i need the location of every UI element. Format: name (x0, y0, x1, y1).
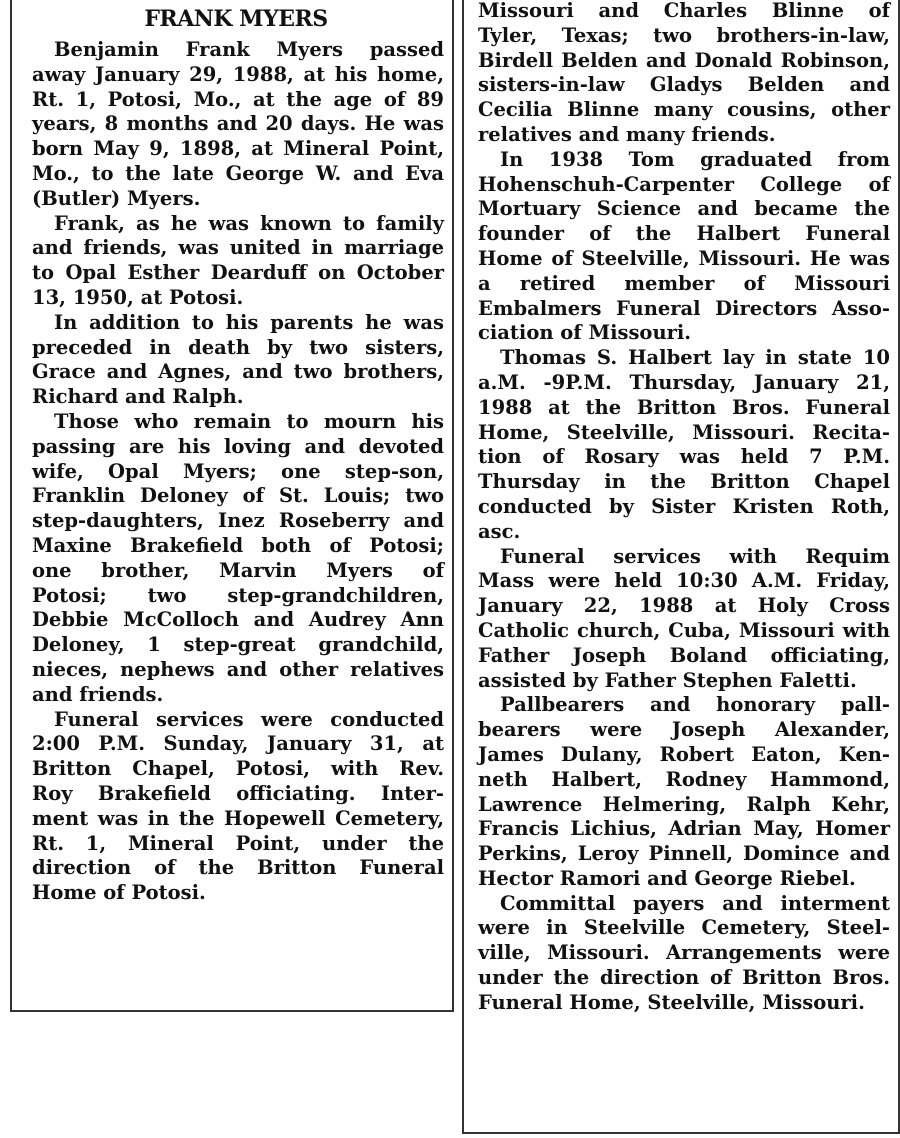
text-line: Roy Brakefield officiating. Inter- (32, 781, 444, 805)
text-line: a.M. -9P.M. Thursday, January 21, (478, 370, 890, 394)
text-line: neth Halbert, Rodney Hammond, (478, 767, 890, 791)
text-line: asc. (478, 519, 521, 543)
right-column-text (464, 0, 898, 1016)
text-line: relatives and many friends. (478, 122, 776, 146)
text-line: Rt. 1, Potosi, Mo., at the age of 89 (32, 87, 444, 111)
paragraph (478, 892, 890, 1016)
text-line: 13, 1950, at Potosi. (32, 285, 244, 309)
text-line: (Butler) Myers. (32, 186, 201, 210)
text-line: Maxine Brakefield both of Potosi; (32, 533, 444, 557)
text-line: a retired member of Missouri (478, 271, 890, 295)
text-line: were in Steelville Cemetery, Steel- (478, 916, 890, 940)
text-line: born May 9, 1898, at Mineral Point, (32, 137, 444, 161)
text-line: Hohenschuh-Carpenter College of (478, 172, 890, 196)
text-line: Cecilia Blinne many cousins, other (478, 98, 890, 122)
text-line: Father Joseph Boland officiating, (478, 643, 890, 667)
text-line: one brother, Marvin Myers of (32, 558, 444, 582)
paragraph (32, 311, 444, 410)
text-line: Potosi; two step-grandchildren, (32, 583, 444, 607)
paragraph (32, 410, 444, 708)
text-line: January 22, 1988 at Holy Cross (478, 594, 890, 618)
text-line: 2:00 P.M. Sunday, January 31, at (32, 732, 444, 756)
text-line: In addition to his parents he was (54, 310, 444, 334)
text-line: 1988 at the Britton Bros. Funeral (478, 395, 890, 419)
paragraph (478, 346, 890, 544)
text-line: and friends, was united in marriage (32, 236, 444, 260)
text-line: Embalmers Funeral Directors Asso- (478, 296, 890, 320)
text-line: Rt. 1, Mineral Point, under the (32, 831, 444, 855)
text-line: Home of Steelville, Missouri. He was (478, 246, 890, 270)
text-line: nieces, nephews and other relatives (32, 657, 444, 681)
left-column-text (12, 38, 452, 906)
text-line: ciation of Missouri. (478, 321, 692, 345)
left-column (10, 0, 454, 1012)
text-line: Debbie McColloch and Audrey Ann (32, 608, 444, 632)
text-line: away January 29, 1988, at his home, (32, 62, 444, 86)
text-line: wife, Opal Myers; one step-son, (32, 459, 444, 483)
text-line: ment was in the Hopewell Cemetery, (32, 806, 444, 830)
text-line: Lawrence Helmering, Ralph Kehr, (478, 792, 890, 816)
text-line: James Dulany, Robert Eaton, Ken- (478, 742, 890, 766)
text-line: and friends. (32, 682, 164, 706)
text-line: Those who remain to mourn his (54, 409, 444, 433)
text-line: Thursday in the Britton Chapel (478, 470, 890, 494)
text-line: Mo., to the late George W. and Eva (32, 161, 444, 185)
text-line: Benjamin Frank Myers passed (54, 38, 444, 61)
text-line: tion of Rosary was held 7 P.M. (478, 445, 890, 469)
text-line: Missouri and Charles Blinne of (478, 0, 890, 22)
text-line: Franklin Deloney of St. Louis; two (32, 484, 444, 508)
text-line: assisted by Father Stephen Faletti. (478, 668, 857, 692)
paragraph (478, 693, 890, 891)
text-line: sisters-in-law Gladys Belden and (478, 73, 890, 97)
text-line: founder of the Halbert Funeral (478, 222, 890, 246)
text-line: Mortuary Science and became the (478, 197, 890, 221)
paragraph (32, 38, 444, 212)
paragraph (478, 0, 890, 148)
text-line: bearers were Joseph Alexander, (478, 718, 890, 742)
text-line: direction of the Britton Funeral (32, 856, 444, 880)
text-line: Francis Lichius, Adrian May, Homer (478, 817, 890, 841)
paragraph (32, 708, 444, 906)
text-line: conducted by Sister Kristen Roth, (478, 494, 890, 518)
text-line: Deloney, 1 step-great grandchild, (32, 633, 444, 657)
paragraph (478, 545, 890, 694)
obituary-title: FRANK MYERS (144, 6, 328, 32)
text-line: Birdell Belden and Donald Robinson, (478, 48, 890, 72)
paragraph (478, 148, 890, 346)
text-line: to Opal Esther Dearduff on October (32, 261, 444, 285)
text-line: Grace and Agnes, and two brothers, (32, 360, 444, 384)
text-line: Pallbearers and honorary pall- (500, 693, 890, 717)
text-line: Mass were held 10:30 A.M. Friday, (478, 569, 890, 593)
text-line: Committal payers and interment (500, 891, 890, 915)
paragraph (32, 212, 444, 311)
text-line: Funeral services with Requim (500, 544, 890, 568)
text-line: under the direction of Britton Bros. (478, 966, 890, 990)
right-column (462, 0, 900, 1134)
text-line: Home of Potosi. (32, 881, 206, 905)
text-line: Hector Ramori and George Riebel. (478, 866, 856, 890)
text-line: ville, Missouri. Arrangements were (478, 941, 890, 965)
text-line: In 1938 Tom graduated from (500, 147, 890, 171)
text-line: Funeral services were conducted (54, 707, 444, 731)
text-line: Richard and Ralph. (32, 385, 244, 409)
text-line: years, 8 months and 20 days. He was (32, 112, 444, 136)
text-line: Funeral Home, Steelville, Missouri. (478, 990, 865, 1014)
text-line: Catholic church, Cuba, Missouri with (478, 618, 890, 642)
text-line: Perkins, Leroy Pinnell, Domince and (478, 842, 890, 866)
text-line: Thomas S. Halbert lay in state 10 (500, 346, 890, 370)
text-line: Tyler, Texas; two brothers-in-law, (478, 23, 890, 47)
text-line: preceded in death by two sisters, (32, 335, 444, 359)
text-line: Home, Steelville, Missouri. Recita- (478, 420, 890, 444)
text-line: step-daughters, Inez Roseberry and (32, 509, 444, 533)
text-line: Britton Chapel, Potosi, with Rev. (32, 757, 444, 781)
text-line: passing are his loving and devoted (32, 434, 444, 458)
text-line: Frank, as he was known to family (54, 211, 444, 235)
